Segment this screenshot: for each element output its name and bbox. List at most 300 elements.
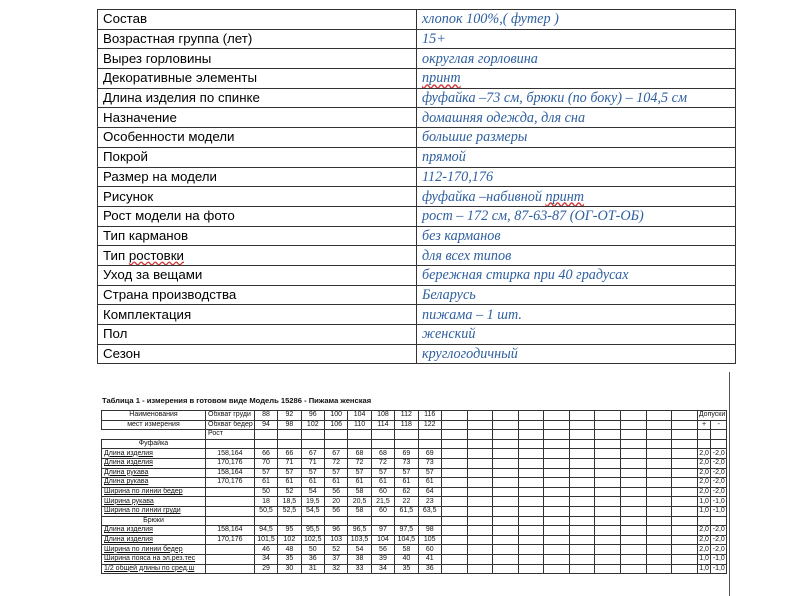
- empty-cell: [544, 564, 570, 574]
- empty-cell: [518, 420, 544, 430]
- height-value: [206, 545, 255, 555]
- empty-cell: [493, 411, 519, 421]
- size-value: 61: [254, 478, 277, 488]
- empty-cell: [672, 526, 698, 536]
- header-name-line1: Наименования: [102, 411, 206, 421]
- spec-value: домашняя одежда, для сна: [417, 108, 736, 128]
- empty-cell: [395, 430, 418, 440]
- empty-cell: [621, 439, 647, 449]
- empty-cell: [467, 554, 493, 564]
- size-value: 70: [254, 458, 277, 468]
- spec-label: Уход за вещами: [98, 265, 417, 285]
- empty-cell: [348, 516, 371, 526]
- chest-size: 116: [418, 411, 441, 421]
- empty-cell: [254, 430, 277, 440]
- empty-cell: [518, 526, 544, 536]
- size-value: 39: [371, 554, 394, 564]
- empty-cell: [395, 439, 418, 449]
- size-value: 102,5: [301, 535, 324, 545]
- empty-cell: [467, 478, 493, 488]
- size-value: 50: [301, 545, 324, 555]
- section-title: Брюки: [102, 516, 206, 526]
- empty-cell: [441, 535, 467, 545]
- size-value: 21,5: [371, 497, 394, 507]
- empty-cell: [646, 545, 672, 555]
- size-value: 34: [371, 564, 394, 574]
- size-value: 36: [301, 554, 324, 564]
- spec-label: Страна производства: [98, 285, 417, 305]
- height-value: [206, 497, 255, 507]
- hip-size: 102: [301, 420, 324, 430]
- empty-cell: [544, 458, 570, 468]
- empty-cell: [646, 497, 672, 507]
- size-value: 35: [395, 564, 418, 574]
- empty-cell: [493, 430, 519, 440]
- measurement-row: [102, 478, 727, 488]
- empty-cell: [493, 449, 519, 459]
- empty-cell: [595, 506, 621, 516]
- size-value: 50: [254, 487, 277, 497]
- tolerance-plus-value: 2,0: [699, 526, 709, 534]
- empty-cell: [595, 449, 621, 459]
- measurement-name: Ширина рукава: [102, 497, 206, 507]
- empty-cell: [646, 487, 672, 497]
- size-value: 73: [395, 458, 418, 468]
- empty-cell: [621, 497, 647, 507]
- size-value: 37: [324, 554, 347, 564]
- size-value: 52: [278, 487, 301, 497]
- measurement-row: [102, 487, 727, 497]
- empty-cell: [569, 487, 595, 497]
- empty-cell: [646, 478, 672, 488]
- size-value: 57: [301, 468, 324, 478]
- spec-label: Особенности модели: [98, 128, 417, 148]
- spec-value: круглогодичный: [417, 344, 736, 364]
- size-value: 104: [371, 535, 394, 545]
- chest-size: 92: [278, 411, 301, 421]
- empty-cell: [518, 516, 544, 526]
- spec-row: [98, 187, 736, 207]
- size-value: 62: [395, 487, 418, 497]
- empty-cell: [569, 526, 595, 536]
- empty-cell: [569, 564, 595, 574]
- measurement-name: 1/2 общей длины по сред.ш: [102, 564, 206, 574]
- measurement-row: [102, 506, 727, 516]
- spec-value: хлопок 100%,( футер ): [417, 10, 736, 30]
- empty-cell: [621, 430, 647, 440]
- spec-value: без карманов: [417, 226, 736, 246]
- spellcheck-underline: ростовки: [128, 247, 184, 263]
- size-value: 97,5: [395, 526, 418, 536]
- empty-cell: [672, 545, 698, 555]
- size-value: 20: [324, 497, 347, 507]
- size-value: 69: [418, 449, 441, 459]
- empty-cell: [672, 487, 698, 497]
- tolerance-minus-value: -2,0: [712, 545, 725, 553]
- spec-row: [98, 29, 736, 49]
- spec-value: женский: [417, 325, 736, 345]
- empty-cell: [711, 430, 727, 440]
- empty-cell: [418, 430, 441, 440]
- chest-size: 88: [254, 411, 277, 421]
- size-value: 61: [395, 478, 418, 488]
- tolerance-minus-value: -2,0: [712, 459, 725, 467]
- size-value: 20,5: [348, 497, 371, 507]
- empty-cell: [595, 497, 621, 507]
- empty-cell: [441, 411, 467, 421]
- size-value: 94,5: [254, 526, 277, 536]
- empty-cell: [441, 430, 467, 440]
- empty-cell: [441, 516, 467, 526]
- tolerance-minus: -: [711, 420, 727, 430]
- size-value: 72: [348, 458, 371, 468]
- empty-cell: [646, 468, 672, 478]
- empty-cell: [301, 430, 324, 440]
- chest-size: 96: [301, 411, 324, 421]
- size-value: 58: [348, 506, 371, 516]
- empty-cell: [441, 506, 467, 516]
- empty-cell: [544, 526, 570, 536]
- measurement-row: [102, 458, 727, 468]
- empty-cell: [621, 487, 647, 497]
- empty-cell: [646, 516, 672, 526]
- empty-cell: [518, 468, 544, 478]
- empty-cell: [569, 449, 595, 459]
- spec-row: [98, 49, 736, 69]
- empty-cell: [493, 526, 519, 536]
- empty-cell: [493, 516, 519, 526]
- empty-cell: [395, 516, 418, 526]
- empty-cell: [278, 439, 301, 449]
- empty-cell: [544, 478, 570, 488]
- chest-size: 108: [371, 411, 394, 421]
- size-value: 61: [324, 478, 347, 488]
- hip-size: 114: [371, 420, 394, 430]
- empty-cell: [646, 420, 672, 430]
- measurement-name: Ширина пояса на эл.рез.тес: [102, 554, 206, 564]
- empty-cell: [493, 487, 519, 497]
- spec-label: Вырез горловины: [98, 49, 417, 69]
- spec-row: [98, 147, 736, 167]
- size-value: 73: [418, 458, 441, 468]
- chest-size: 112: [395, 411, 418, 421]
- empty-cell: [467, 526, 493, 536]
- empty-cell: [324, 439, 347, 449]
- empty-cell: [595, 420, 621, 430]
- size-value: 72: [371, 458, 394, 468]
- empty-cell: [441, 449, 467, 459]
- size-value: 32: [324, 564, 347, 574]
- size-value: 60: [371, 487, 394, 497]
- empty-cell: [518, 478, 544, 488]
- empty-cell: [467, 487, 493, 497]
- spec-row: [98, 325, 736, 345]
- size-value: 96,5: [348, 526, 371, 536]
- size-value: 68: [348, 449, 371, 459]
- empty-cell: [493, 506, 519, 516]
- empty-cell: [697, 516, 710, 526]
- empty-cell: [518, 497, 544, 507]
- height-value: [206, 506, 255, 516]
- empty-cell: [711, 516, 727, 526]
- measurement-row: [102, 526, 727, 536]
- empty-cell: [569, 478, 595, 488]
- size-value: 33: [348, 564, 371, 574]
- empty-cell: [467, 468, 493, 478]
- chest-size: 104: [348, 411, 371, 421]
- empty-cell: [467, 497, 493, 507]
- empty-cell: [569, 535, 595, 545]
- size-value: 46: [254, 545, 277, 555]
- height-row: [102, 430, 727, 440]
- empty-cell: [518, 554, 544, 564]
- spec-value: 112-170,176: [417, 167, 736, 187]
- measurement-row: [102, 468, 727, 478]
- spec-row: [98, 285, 736, 305]
- empty-cell: [544, 506, 570, 516]
- size-value: 103: [324, 535, 347, 545]
- tolerance-minus-value: -1,0: [712, 497, 725, 505]
- tolerance-minus-value: -2,0: [712, 449, 725, 457]
- empty-cell: [621, 516, 647, 526]
- spec-value: фуфайка –73 см, брюки (по боку) – 104,5 см: [417, 88, 736, 108]
- empty-cell: [621, 535, 647, 545]
- empty-cell: [672, 564, 698, 574]
- hip-size: 106: [324, 420, 347, 430]
- spec-row: [98, 167, 736, 187]
- empty-cell: [493, 420, 519, 430]
- empty-cell: [467, 506, 493, 516]
- scan-edge-line: [729, 372, 730, 596]
- empty-cell: [324, 516, 347, 526]
- size-value: 23: [418, 497, 441, 507]
- empty-cell: [441, 478, 467, 488]
- empty-cell: [595, 554, 621, 564]
- empty-cell: [544, 554, 570, 564]
- size-value: 18: [254, 497, 277, 507]
- empty-cell: [595, 478, 621, 488]
- tolerance-minus-value: -1,0: [712, 507, 725, 515]
- size-value: 71: [278, 458, 301, 468]
- size-value: 52,5: [278, 506, 301, 516]
- empty-cell: [278, 516, 301, 526]
- empty-cell: [595, 458, 621, 468]
- measurement-table: [101, 410, 727, 574]
- empty-cell: [672, 449, 698, 459]
- empty-cell: [646, 439, 672, 449]
- empty-cell: [441, 554, 467, 564]
- spec-label: Рост модели на фото: [98, 206, 417, 226]
- spec-label: Тип карманов: [98, 226, 417, 246]
- size-value: 95: [278, 526, 301, 536]
- empty-cell: [518, 564, 544, 574]
- tolerance-plus-value: 2,0: [699, 545, 709, 553]
- spec-label: Длина изделия по спинке: [98, 88, 417, 108]
- empty-cell: [518, 449, 544, 459]
- measurement-name: Длина изделия: [102, 458, 206, 468]
- empty-cell: [544, 468, 570, 478]
- empty-cell: [621, 468, 647, 478]
- empty-cell: [595, 545, 621, 555]
- spec-value: фуфайка –набивной принт: [417, 187, 736, 207]
- empty-cell: [646, 458, 672, 468]
- empty-cell: [348, 439, 371, 449]
- empty-cell: [493, 564, 519, 574]
- size-value: 58: [395, 545, 418, 555]
- empty-cell: [672, 439, 698, 449]
- empty-cell: [493, 458, 519, 468]
- empty-cell: [518, 545, 544, 555]
- empty-cell: [467, 439, 493, 449]
- size-value: 61: [301, 478, 324, 488]
- empty-cell: [595, 411, 621, 421]
- empty-cell: [493, 497, 519, 507]
- tolerance-minus-value: -2,0: [712, 526, 725, 534]
- spec-value: рост – 172 см, 87-63-87 (ОГ-ОТ-ОБ): [417, 206, 736, 226]
- empty-cell: [544, 545, 570, 555]
- size-value: 71: [301, 458, 324, 468]
- size-value: 61: [348, 478, 371, 488]
- empty-cell: [672, 468, 698, 478]
- empty-cell: [206, 439, 255, 449]
- measurement-name: Длина изделия: [102, 526, 206, 536]
- size-value: 96: [324, 526, 347, 536]
- empty-cell: [621, 564, 647, 574]
- spec-row: [98, 226, 736, 246]
- measurement-name: Ширина по линии груди: [102, 506, 206, 516]
- empty-cell: [544, 420, 570, 430]
- size-value: 57: [418, 468, 441, 478]
- size-value: 98: [418, 526, 441, 536]
- empty-cell: [621, 420, 647, 430]
- size-value: 57: [324, 468, 347, 478]
- empty-cell: [595, 487, 621, 497]
- product-spec-table: [97, 9, 736, 364]
- size-value: 41: [418, 554, 441, 564]
- size-value: 97: [371, 526, 394, 536]
- size-value: 67: [301, 449, 324, 459]
- empty-cell: [672, 506, 698, 516]
- size-value: 66: [278, 449, 301, 459]
- spellcheck-underline: принт: [545, 188, 585, 205]
- empty-cell: [493, 468, 519, 478]
- empty-cell: [301, 516, 324, 526]
- empty-cell: [518, 506, 544, 516]
- height-value: 158,164: [206, 526, 255, 536]
- empty-cell: [418, 516, 441, 526]
- size-value: 35: [278, 554, 301, 564]
- empty-cell: [518, 430, 544, 440]
- measurement-name: Длина изделия: [102, 535, 206, 545]
- tolerance-minus-value: -1,0: [712, 555, 725, 563]
- spec-label: Тип ростовки: [98, 246, 417, 266]
- size-value: 56: [324, 506, 347, 516]
- empty-cell: [672, 458, 698, 468]
- empty-cell: [441, 545, 467, 555]
- empty-cell: [254, 439, 277, 449]
- tolerance-minus-value: -2,0: [712, 488, 725, 496]
- tolerance-plus-value: 1,0: [699, 497, 709, 505]
- spec-label: Возрастная группа (лет): [98, 29, 417, 49]
- size-value: 58: [348, 487, 371, 497]
- measurement-name: Ширина по линии бедер: [102, 545, 206, 555]
- empty-cell: [672, 420, 698, 430]
- measurement-row: [102, 564, 727, 574]
- empty-cell: [569, 420, 595, 430]
- spec-row: [98, 246, 736, 266]
- header-row-hips: [102, 420, 727, 430]
- empty-cell: [569, 411, 595, 421]
- empty-cell: [595, 516, 621, 526]
- size-value: 22: [395, 497, 418, 507]
- size-value: 104,5: [395, 535, 418, 545]
- tolerance-plus-value: 2,0: [699, 459, 709, 467]
- height-value: 170,176: [206, 458, 255, 468]
- empty-cell: [646, 564, 672, 574]
- tolerance-minus-value: -2,0: [712, 478, 725, 486]
- size-value: 54: [301, 487, 324, 497]
- spec-row: [98, 69, 736, 89]
- size-value: 60: [418, 545, 441, 555]
- spellcheck-underline: принт: [422, 70, 461, 87]
- measurement-row: [102, 449, 727, 459]
- size-value: 72: [324, 458, 347, 468]
- empty-cell: [595, 439, 621, 449]
- size-value: 105: [418, 535, 441, 545]
- chest-girth-label: Обхват груди: [206, 411, 255, 421]
- tolerance-plus-value: 2,0: [699, 468, 709, 476]
- header-name-line2: мест измерения: [102, 420, 206, 430]
- empty-cell: [621, 458, 647, 468]
- size-value: 29: [254, 564, 277, 574]
- hip-size: 94: [254, 420, 277, 430]
- empty-cell: [493, 545, 519, 555]
- empty-cell: [569, 554, 595, 564]
- spec-label: Назначение: [98, 108, 417, 128]
- measurement-name: Длина изделия: [102, 449, 206, 459]
- empty-cell: [518, 411, 544, 421]
- empty-cell: [621, 411, 647, 421]
- empty-cell: [467, 430, 493, 440]
- height-value: [206, 564, 255, 574]
- empty-cell: [569, 497, 595, 507]
- hip-size: 122: [418, 420, 441, 430]
- empty-cell: [518, 535, 544, 545]
- tolerance-plus-value: 1,0: [699, 507, 709, 515]
- section-title: Фуфайка: [102, 439, 206, 449]
- empty-cell: [467, 516, 493, 526]
- spec-value: прямой: [417, 147, 736, 167]
- empty-cell: [672, 478, 698, 488]
- section-row: [102, 439, 727, 449]
- spec-row: [98, 10, 736, 30]
- measurement-scan: [96, 372, 732, 596]
- tolerance-plus-value: 2,0: [699, 478, 709, 486]
- measurement-name: Длина рукава: [102, 468, 206, 478]
- empty-cell: [467, 420, 493, 430]
- empty-cell: [711, 439, 727, 449]
- empty-cell: [672, 411, 698, 421]
- empty-cell: [621, 526, 647, 536]
- tolerance-minus-value: -1,0: [712, 564, 725, 572]
- tolerance-plus-value: 1,0: [699, 564, 709, 572]
- spec-label: Состав: [98, 10, 417, 30]
- measurement-row: [102, 554, 727, 564]
- empty-cell: [569, 545, 595, 555]
- empty-cell: [371, 516, 394, 526]
- empty-cell: [254, 516, 277, 526]
- empty-cell: [493, 554, 519, 564]
